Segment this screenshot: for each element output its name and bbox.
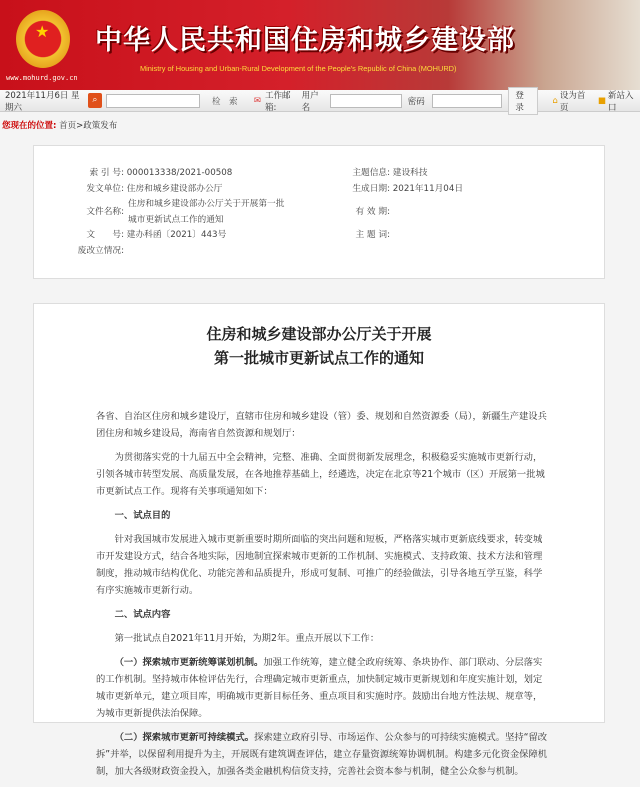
site-url: www.mohurd.gov.cn [6, 74, 78, 82]
mail-label: 工作邮箱: [264, 90, 291, 113]
current-date: 2021年11月6日 星期六 [5, 90, 80, 113]
title-line: 第一批城市更新试点工作的通知 [213, 349, 424, 367]
item-text: 加强工作统筹，建立健全政府统筹、条块协作、部门联动、分层落实的工作机制。坚持城市体检评估先行，合理确定城市更新重点，加快制定城市更新规划和年度实施计划，划定城市更新单元，建立项目库，明确城市更新目标任务、重点项目和实施时序。鼓励出台地方性法规、规章等，为城市更新提供法治保障。 [96, 657, 543, 719]
username-label: 用户名 [301, 90, 319, 113]
search-input[interactable] [106, 94, 200, 108]
section-heading: 一、试点目的 [114, 510, 171, 521]
mail-icon: ✉ [253, 95, 261, 106]
document-info-panel [33, 145, 605, 279]
paragraph: 第一批试点自2021年11月开始，为期2年。重点开展以下工作： [114, 633, 380, 644]
index-no-label: 索 引 号: [89, 168, 124, 178]
breadcrumb-label: 您现在的位置: [2, 121, 57, 131]
docno: 建办科函〔2021〕443号 [126, 230, 227, 240]
site-title: 中华人民共和国住房和城乡建设部 [95, 25, 515, 56]
article [33, 303, 605, 777]
paragraph [96, 654, 548, 722]
date-label: 生成日期: [352, 184, 390, 194]
username-input[interactable] [330, 94, 402, 108]
date: 2021年11月04日 [392, 184, 464, 194]
issuer-label: 发文单位: [86, 184, 124, 194]
topic-label: 主题信息: [352, 168, 390, 178]
breadcrumb [2, 119, 117, 131]
article-title [34, 322, 604, 370]
topic: 建设科技 [392, 168, 428, 178]
keywords-label: 主 题 词: [355, 230, 390, 240]
addressee: 各省、自治区住房和城乡建设厅，直辖市住房和城乡建设（管）委、规划和自然资源委（局），新疆生产建设兵团住房和城乡建设局，海南省自然资源和规划厅： [96, 411, 547, 439]
site-subtitle: Ministry of Housing and Urban-Rural Development of the People's Republic of China (MOHURD) [140, 64, 457, 73]
index-no: 000013338/2021-00508 [126, 168, 233, 178]
filename-label: 文件名称: [86, 207, 124, 217]
breadcrumb-path[interactable]: 首页>政策发布 [59, 121, 118, 131]
national-emblem-icon: ★ [16, 10, 70, 68]
password-input[interactable] [432, 94, 502, 108]
paragraph [96, 729, 548, 780]
toolbar [0, 90, 640, 112]
site-banner [0, 0, 640, 90]
section-heading: 二、试点内容 [114, 609, 171, 620]
new-site-link[interactable]: 新站入口 [607, 90, 634, 113]
password-label: 密码 [407, 96, 425, 107]
issuer: 住房和城乡建设部办公厅 [126, 184, 223, 194]
paragraph: 为贯彻落实党的十九届五中全会精神，完整、准确、全面贯彻新发展理念，积极稳妥实施城市更新行动，引领各城市转型发展、高质量发展，在各地推荐基础上，经遴选，决定在北京等21个城市（区）开展第一批城市更新试点工作。现将有关事项通知如下： [96, 452, 545, 497]
title-line: 住房和城乡建设部办公厅关于开展 [206, 325, 432, 343]
home-icon: ⌂ [552, 95, 558, 106]
article-body [96, 408, 548, 787]
item-text: 探索建立政府引导、市场运作、公众参与的可持续实施模式。坚持“留改拆”并举，以保留利用提升为主，开展既有建筑调查评估，建立存量资源统筹协调机制。构建多元化资金保障机制，加大各级财政资金投入，加强各类金融机构信贷支持，完善社会资本参与机制，健全公众参与机制。 [96, 732, 548, 777]
filename: 住房和城乡建设部办公厅关于开展第一批城市更新试点工作的通知 [128, 199, 285, 225]
login-button[interactable]: 登录 [508, 87, 538, 115]
search-icon[interactable]: ⌕ [88, 93, 102, 108]
item-heading: （一）探索城市更新统筹谋划机制。 [114, 657, 264, 668]
new-site-icon: ■ [597, 95, 606, 106]
docno-label: 文 号: [86, 230, 124, 240]
item-heading: （二）探索城市更新可持续模式。 [114, 732, 255, 743]
status-label: 废改立情况: [77, 246, 124, 256]
search-button[interactable]: 检 索 [212, 96, 238, 107]
validity-label: 有 效 期: [355, 207, 390, 217]
set-home-link[interactable]: 设为首页 [559, 90, 586, 113]
paragraph: 针对我国城市发展进入城市更新重要时期所面临的突出问题和短板，严格落实城市更新底线要求，转变城市开发建设方式，结合各地实际，因地制宜探索城市更新的工作机制、实施模式、支持政策、技术方法和管理制度，推动城市结构优化、功能完善和品质提升，形成可复制、可推广的经验做法，引导各地互学互鉴，科学有序实施城市更新行动。 [96, 534, 543, 596]
